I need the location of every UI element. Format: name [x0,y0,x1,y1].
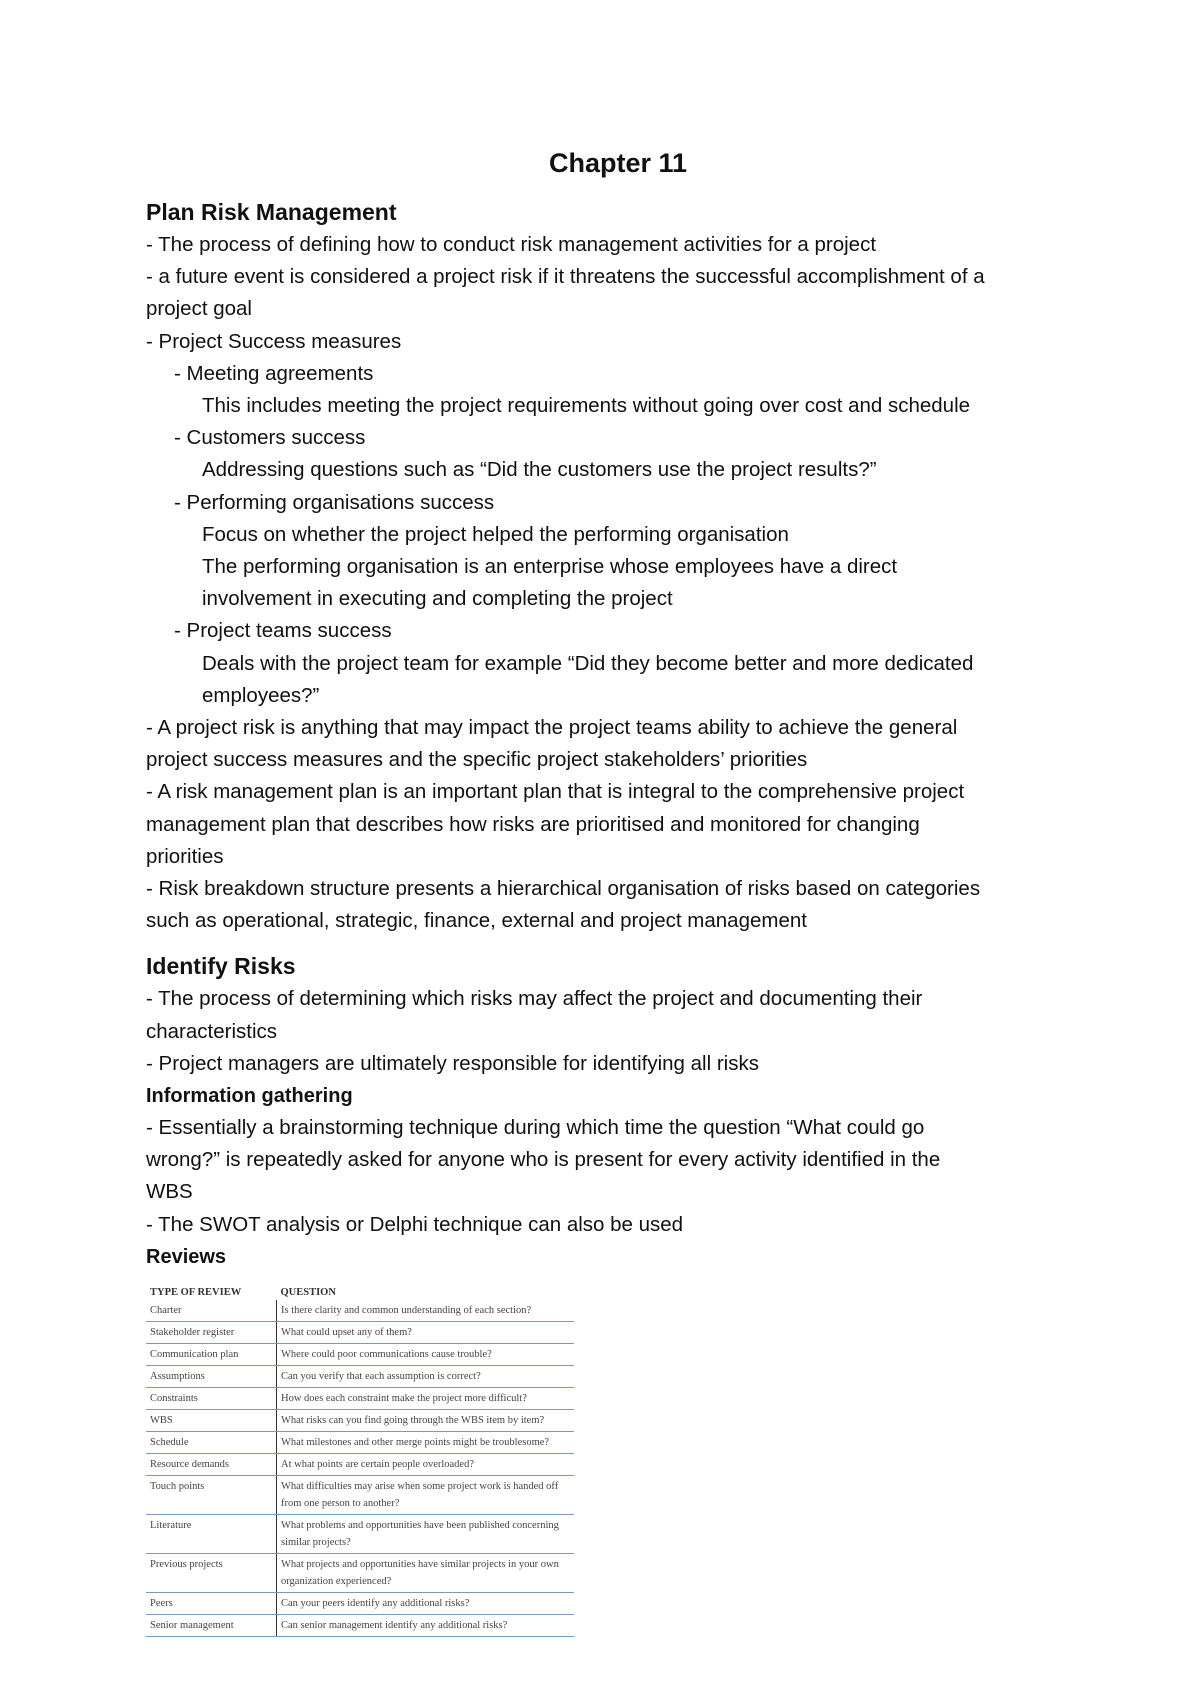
review-type-cell: Constraints [146,1387,277,1409]
list-item-desc: involvement in executing and completing the project [202,587,673,611]
table-row [146,1553,574,1592]
table-row [146,1614,574,1636]
review-type-cell: WBS [146,1409,277,1431]
paragraph-line: characteristics [146,1019,278,1043]
table-row [146,1514,574,1553]
review-type-cell: Literature [146,1514,277,1553]
review-type-cell: Senior management [146,1614,277,1636]
paragraph-line: wrong?” is repeatedly asked for anyone who is present for every activity identified in the [146,1148,941,1172]
paragraph-line: priorities [146,844,224,868]
review-type-cell: Schedule [146,1431,277,1453]
paragraph-line: such as operational, strategic, finance, external and project management [146,909,807,933]
list-item-meeting: - Meeting agreements [174,361,374,385]
paragraph-line: - The SWOT analysis or Delphi technique can also be used [146,1212,684,1236]
chapter-title: Chapter 11 [548,148,688,178]
list-item-customers: - Customers success [174,426,366,450]
review-type-cell: Assumptions [146,1365,277,1387]
paragraph-line: - Project Success measures [146,329,402,353]
table-row [146,1321,574,1343]
table-row [146,1431,574,1453]
review-question-cell: What problems and opportunities have been published concerning similar projects? [277,1514,575,1553]
list-item-teams: - Project teams success [174,619,392,643]
review-question-cell: Can senior management identify any additional risks? [277,1614,575,1636]
list-item-desc: The performing organisation is an enterprise whose employees have a direct [202,555,898,579]
review-question-cell: Is there clarity and common understanding of each section? [277,1300,575,1322]
reviews-table [146,1285,574,1637]
subheading-information-gathering: Information gathering [146,1085,353,1108]
table-row [146,1592,574,1614]
paragraph-line: project goal [146,297,252,321]
table-row [146,1453,574,1475]
review-type-cell: Resource demands [146,1453,277,1475]
list-item-desc: employees?” [202,683,320,707]
review-question-cell: What risks can you find going through the WBS item by item? [277,1409,575,1431]
paragraph-line: management plan that describes how risks are prioritised and monitored for changing [146,812,920,836]
review-question-cell: What could upset any of them? [277,1321,575,1343]
plan-risk-notes [146,712,1076,937]
table-row [146,1343,574,1365]
reviews-table-body [146,1300,574,1637]
section-heading-plan-risk: Plan Risk Management [146,199,397,225]
subheading-reviews: Reviews [146,1245,227,1268]
table-row [146,1300,574,1322]
table-row [146,1387,574,1409]
review-type-cell: Stakeholder register [146,1321,277,1343]
table-row [146,1409,574,1431]
paragraph-line: - Project managers are ultimately responsible for identifying all risks [146,1051,759,1075]
paragraph-line: - Essentially a brainstorming technique during which time the question “What could go [146,1116,925,1140]
paragraph-line: WBS [146,1180,193,1204]
review-type-cell: Touch points [146,1475,277,1514]
paragraph-line: - The process of determining which risks may affect the project and documenting their [146,987,923,1011]
list-item-desc: Addressing questions such as “Did the customers use the project results?” [202,458,877,482]
review-question-cell: At what points are certain people overloaded? [277,1453,575,1475]
review-question-cell: How does each constraint make the project more difficult? [277,1387,575,1409]
paragraph-line: - Risk breakdown structure presents a hierarchical organisation of risks based on categories [146,877,981,901]
plan-risk-intro [146,229,1076,358]
paragraph-line: - The process of defining how to conduct risk management activities for a project [146,233,877,256]
document-page [146,148,1076,1637]
section-heading-identify-risks: Identify Risks [146,953,296,980]
table-header-row [146,1285,574,1300]
identify-risks-intro [146,983,1076,1080]
list-item-desc: Focus on whether the project helped the performing organisation [202,522,789,546]
review-question-cell: What milestones and other merge points might be troublesome? [277,1431,575,1453]
review-question-cell: Where could poor communications cause trouble? [277,1343,575,1365]
paragraph-line: - A project risk is anything that may impact the project teams ability to achieve the general [146,716,958,740]
review-type-cell: Previous projects [146,1553,277,1592]
table-row [146,1365,574,1387]
list-item-desc: This includes meeting the project requirements without going over cost and schedule [202,394,971,418]
list-item-performing: - Performing organisations success [174,490,495,514]
review-question-cell: Can your peers identify any additional risks? [277,1592,575,1614]
review-question-cell: What difficulties may arise when some project work is handed off from one person to another? [277,1475,575,1514]
column-header-question: QUESTION [280,1286,336,1298]
review-type-cell: Peers [146,1592,277,1614]
review-type-cell: Communication plan [146,1343,277,1365]
column-header-type: TYPE OF REVIEW [150,1286,242,1298]
list-item-desc: Deals with the project team for example “Did they become better and more dedicated [202,651,974,675]
paragraph-line: - a future event is considered a project risk if it threatens the successful accomplishment of a [146,265,985,289]
paragraph-line: - A risk management plan is an important plan that is integral to the comprehensive project [146,780,965,804]
review-question-cell: Can you verify that each assumption is correct? [277,1365,575,1387]
paragraph-line: project success measures and the specific project stakeholders’ priorities [146,748,808,772]
review-type-cell: Charter [146,1300,277,1322]
success-measures-list [146,358,1076,712]
review-question-cell: What projects and opportunities have similar projects in your own organization experienced? [277,1553,575,1592]
table-row [146,1475,574,1514]
information-gathering-text [146,1112,1076,1241]
